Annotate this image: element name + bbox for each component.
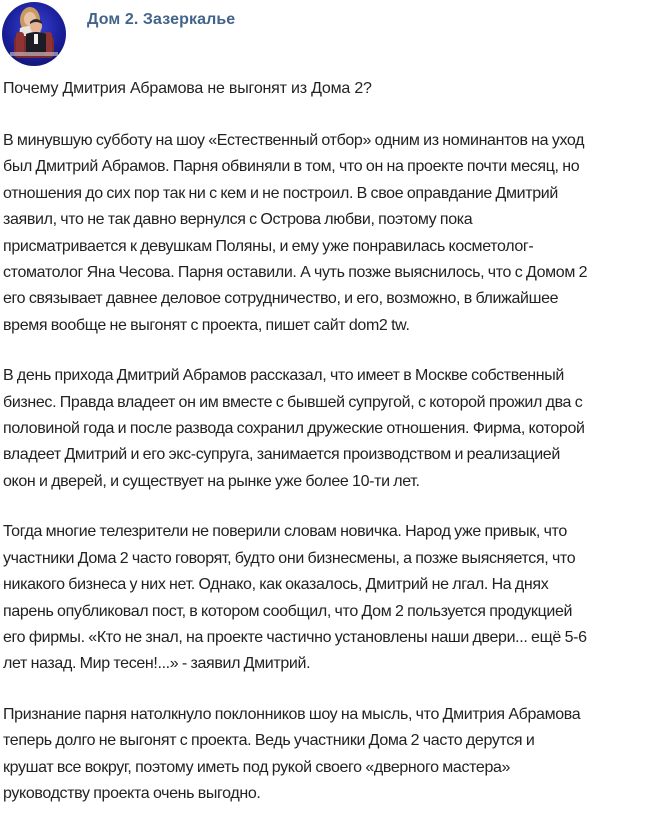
text-line: отношения до сих пор так ни с кем и не построил. В свое оправдание Дмитрий: [3, 184, 558, 202]
text-line: парень опубликовал пост, в котором сообщил, что Дом 2 пользуется продукцией: [3, 602, 573, 620]
text-line: владеет Дмитрий и его экс-супруга, занимается производством и реализацией: [3, 446, 560, 464]
text-line: крушат все вокруг, поэтому иметь под рукой своего «дверного мастера»: [3, 758, 511, 776]
text-line: Тогда многие телезрители не поверили словам новичка. Народ уже привык, что: [3, 523, 567, 541]
text-line: бизнес. Правда владеет он им вместе с бывшей супругой, с которой прожил два с: [3, 393, 583, 411]
text-line: был Дмитрий Абрамов. Парня обвиняли в том, что он на проекте почти месяц, но: [3, 158, 580, 176]
text-line: его связывает давнее деловое сотрудничество, и его, возможно, в ближайшее: [3, 290, 559, 308]
text-line: В день прихода Дмитрий Абрамов рассказал, что имеет в Москве собственный: [3, 367, 564, 385]
text-line: время вообще не выгонят с проекта, пишет сайт dom2 tw.: [3, 316, 410, 334]
post-body: [3, 76, 667, 831]
post-headline: Почему Дмитрия Абрамова не выгонят из Дома 2?: [3, 80, 372, 97]
text-line: окон и дверей, и существует на рынке уже более 10-ти лет.: [3, 472, 420, 490]
text-line: руководству проекта очень выгодно.: [3, 784, 261, 802]
text-line: В минувшую субботу на шоу «Естественный отбор» одним из номинантов на уход: [3, 132, 585, 149]
text-line: теперь долго не выгонят с проекта. Ведь участники Дома 2 часто дерутся и: [3, 732, 535, 750]
post-paragraph-4: [3, 702, 667, 808]
text-line: половиной года и после развода сохранил дружеские отношения. Фирма, которой: [3, 420, 585, 438]
text-line: стоматолог Яна Чесова. Парня оставили. А чуть позже выяснилось, что с Домом 2: [3, 264, 588, 282]
community-avatar[interactable]: [2, 2, 66, 66]
post-header: [0, 0, 670, 70]
text-line: лет назад. Мир тесен!...» - заявил Дмитрий.: [3, 655, 311, 673]
text-line: участники Дома 2 часто говорят, будто они бизнесмены, а позже выясняется, что: [3, 549, 576, 567]
text-line: присматривается к девушкам Поляны, и ему уже понравилась косметолог-: [3, 237, 534, 255]
post-paragraph-3: [3, 519, 667, 677]
post-paragraph-2: [3, 363, 667, 495]
community-name-link[interactable]: Дом 2. Зазеркалье: [87, 11, 236, 28]
text-line: никакого бизнеса у них нет. Однако, как оказалось, Дмитрий не лгал. На днях: [3, 576, 549, 594]
text-line: Признание парня натолкнуло поклонников шоу на мысль, что Дмитрия Абрамова: [3, 705, 581, 723]
text-line: его фирмы. «Кто не знал, на проекте частично установлены наши двери... ещё 5-6: [3, 628, 587, 646]
community-avatar-icon: [2, 2, 66, 66]
text-line: заявил, что не так давно вернулся с Острова любви, поэтому пока: [3, 211, 473, 229]
post-paragraph-1: [3, 128, 667, 339]
